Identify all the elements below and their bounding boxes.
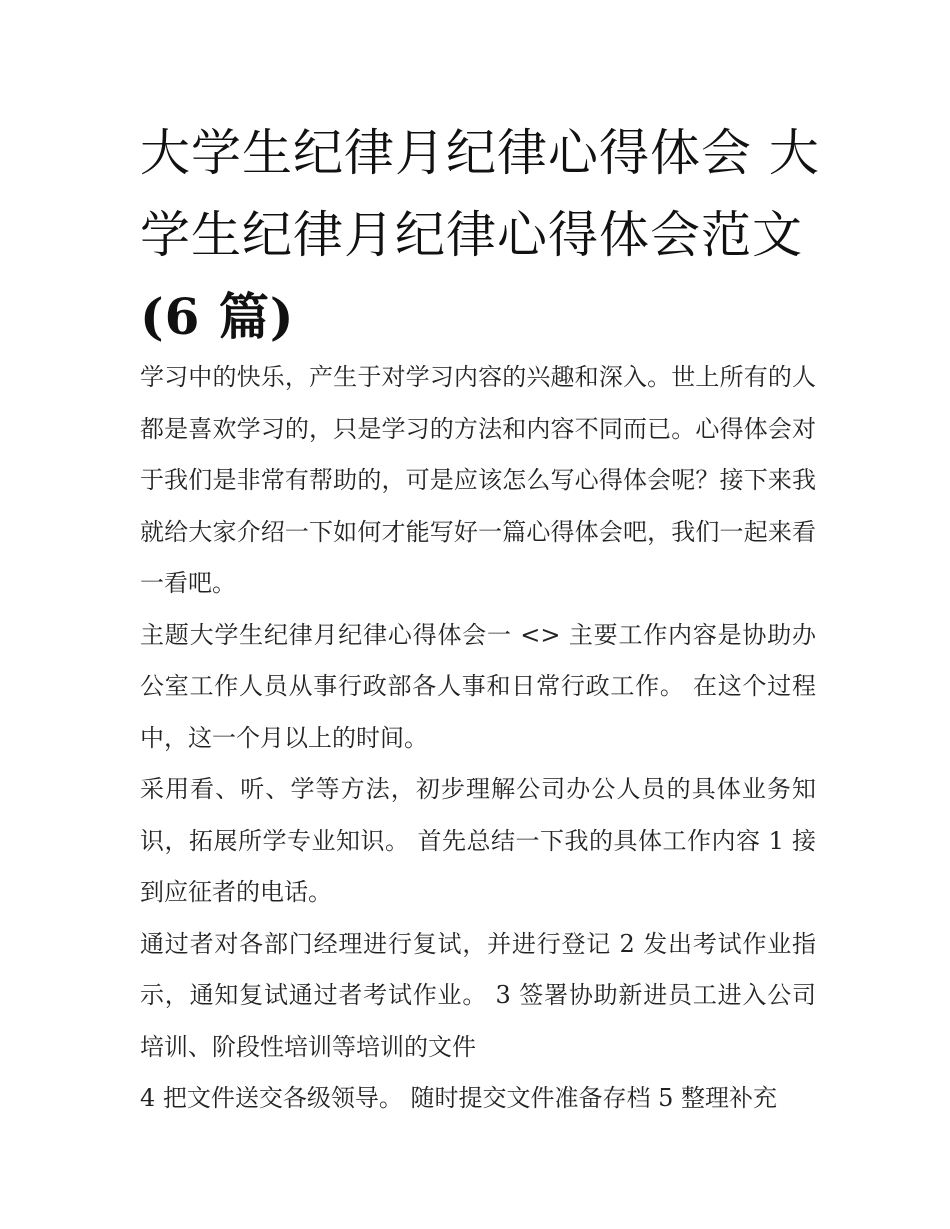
paragraph-documents: 4 把文件送交各级领导。 随时提交文件准备存档 5 整理补充	[140, 1084, 778, 1112]
title-line-2: 学生纪律月纪律心得体会范文	[140, 206, 803, 264]
paragraph-methods: 采用看、听、学等方法，初步理解公司办公人员的具体业务知识，拓展所学专业知识。 首先总结一下我的具体工作内容 1 接到应征者的电话。	[140, 775, 816, 906]
document-title	[140, 112, 820, 358]
paragraph-intro: 学习中的快乐，产生于对学习内容的兴趣和深入。世上所有的人都是喜欢学习的，只是学习的方法和内容不同而已。心得体会对于我们是非常有帮助的，可是应该怎么写心得体会呢？接下来我就给大家介绍一下如何才能写好一篇心得体会吧，我们一起来看一看吧。	[140, 363, 816, 597]
title-line-3: (6 篇)	[140, 287, 295, 346]
paragraph-topic: 主题大学生纪律月纪律心得体会一 <> 主要工作内容是协助办公室工作人员从事行政部各人事和日常行政工作。 在这个过程中，这一个月以上的时间。	[140, 620, 816, 752]
title-line-1: 大学生纪律月纪律心得体会 大	[140, 124, 820, 182]
paragraph-tasks: 通过者对各部门经理进行复试，并进行登记 2 发出考试作业指示，通知复试通过者考试作业。 3 签署协助新进员工进入公司培训、阶段性培训等培训的文件	[140, 929, 816, 1061]
document-body	[140, 352, 816, 1125]
